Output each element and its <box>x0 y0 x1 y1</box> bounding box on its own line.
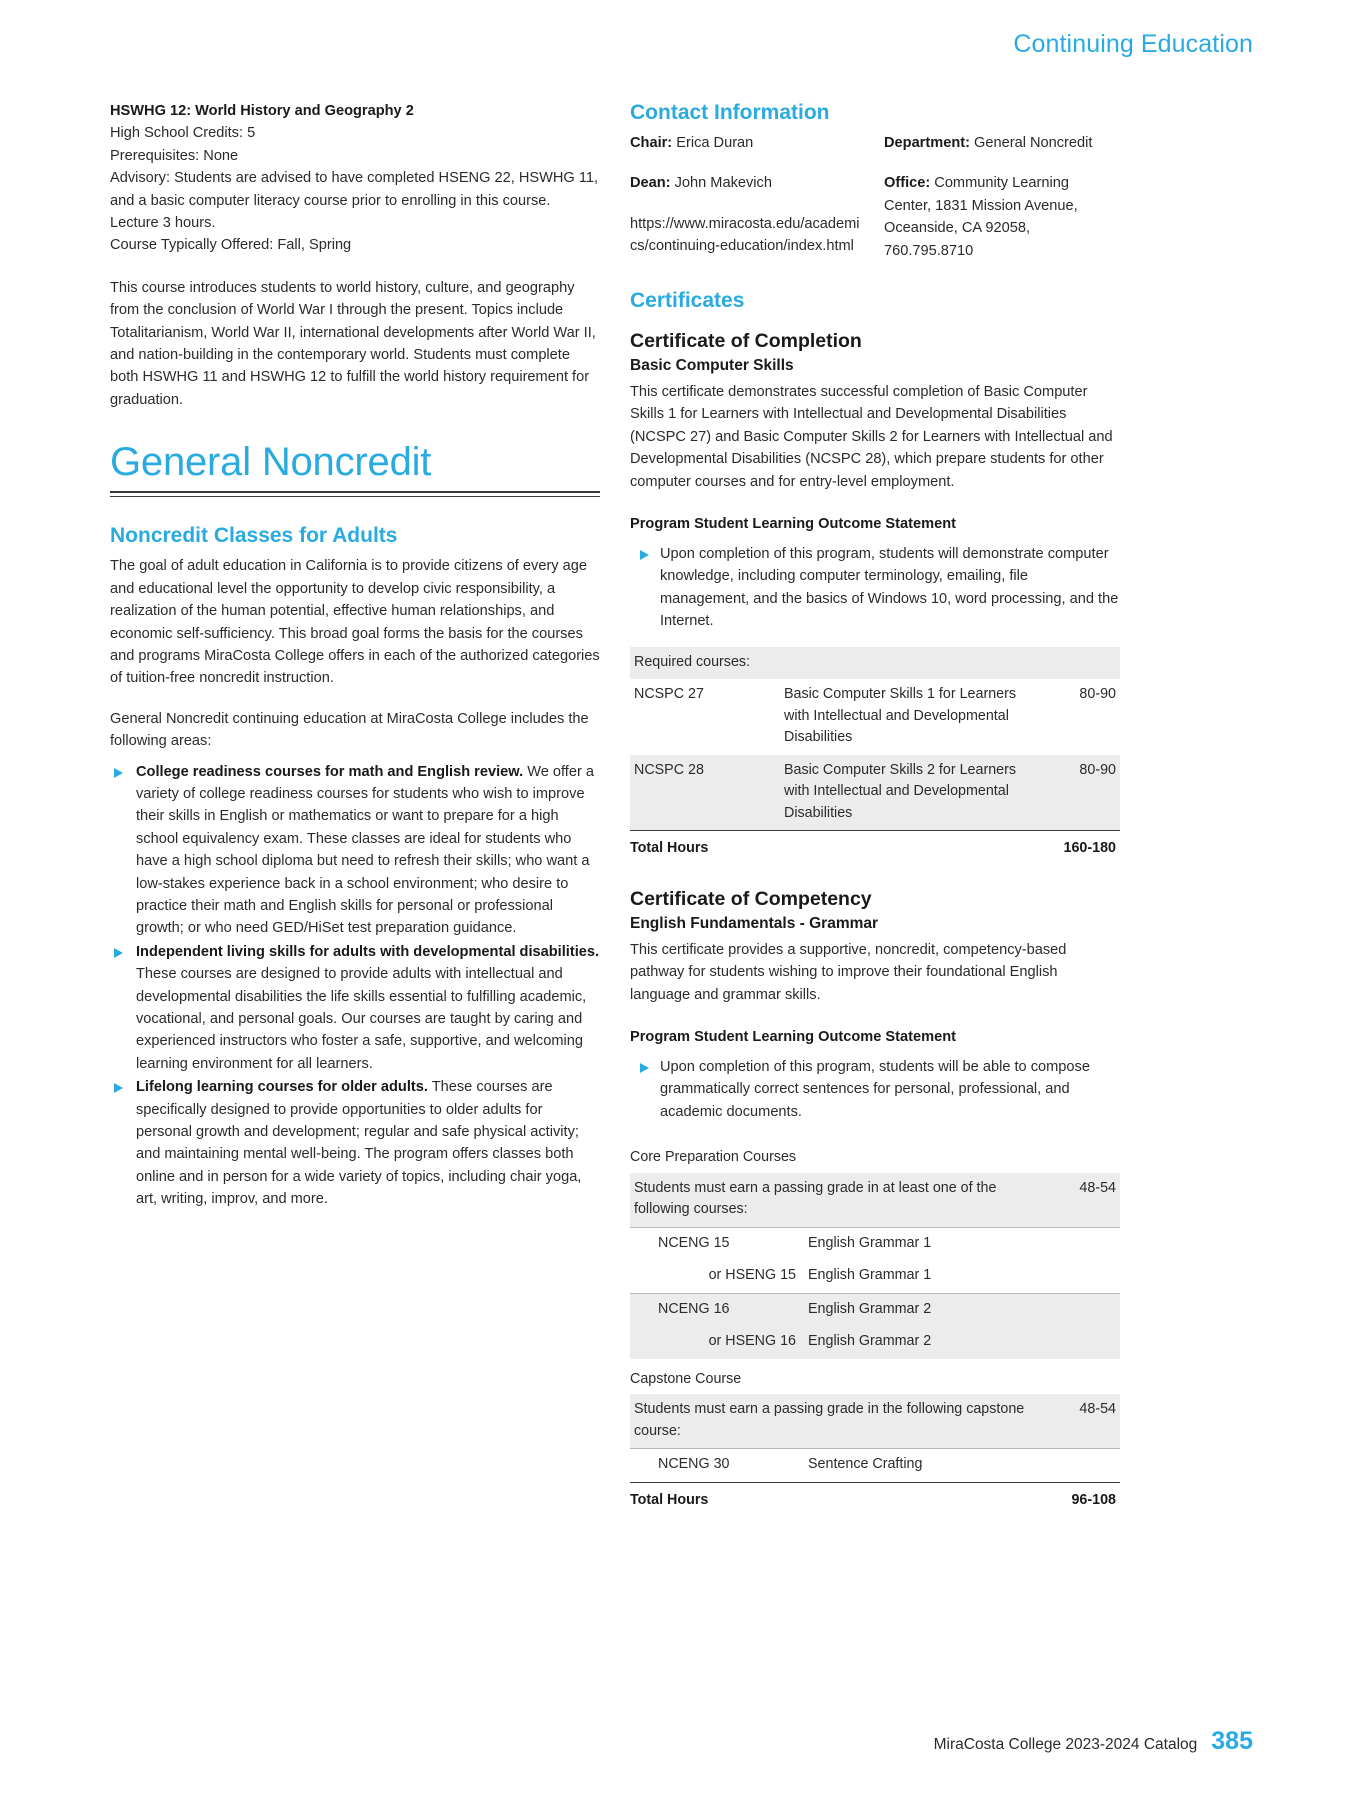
contact-website-url[interactable]: https://www.miracosta.edu/academics/continuing-education/index.html <box>630 215 860 255</box>
list-item <box>630 543 1120 633</box>
course-meta-line-4: Lecture 3 hours. <box>110 215 216 232</box>
contact-chair-value: Erica Duran <box>676 135 754 151</box>
course-title: Sentence Crafting <box>808 1449 1120 1483</box>
list-item-lead: Lifelong learning courses for older adults. <box>136 1079 428 1096</box>
contact-chair-label: Chair: <box>630 135 673 151</box>
core-preparation-note: Students must earn a passing grade in at least one of the following courses: <box>630 1173 1042 1228</box>
course-code: NCSPC 27 <box>634 686 704 703</box>
course-meta-line-1: High School Credits: 5 <box>110 125 256 142</box>
contact-office <box>884 172 1120 262</box>
right-column <box>630 100 1120 1513</box>
triangle-bullet-icon <box>114 1083 123 1093</box>
certificates-heading: Certificates <box>630 289 745 313</box>
total-hours-value: 160-180 <box>1042 831 1120 862</box>
total-hours-value: 96-108 <box>1042 1482 1120 1513</box>
list-item-body: Upon completion of this program, students will demonstrate computer knowledge, including computer terminology, emailing, file management, and the basics of Windows 10, word processing, and the Internet. <box>660 546 1119 630</box>
course-code: NCENG 30 <box>630 1449 808 1483</box>
table-row <box>630 679 1120 755</box>
certificate-1-name: Basic Computer Skills <box>630 357 794 375</box>
table-row-note <box>630 1173 1120 1228</box>
contact-dean-value: John Makevich <box>674 175 772 192</box>
course-meta-line-2: Prerequisites: None <box>110 147 239 164</box>
triangle-bullet-icon <box>114 768 123 778</box>
course-hours: 80-90 <box>1079 686 1116 703</box>
course-title: English Grammar 2 <box>808 1293 1120 1326</box>
capstone-course-label: Capstone Course <box>630 1370 742 1387</box>
certificate-2-courses-table <box>630 1137 1120 1513</box>
contact-office-value: Community Learning Center, 1831 Mission Avenue, Oceanside, CA 92058, 760.795.8710 <box>884 175 1078 259</box>
triangle-bullet-icon <box>640 550 649 560</box>
two-column-body <box>110 100 1120 1513</box>
course-code: NCENG 15 <box>630 1227 808 1260</box>
course-title: English Grammar 1 <box>808 1267 932 1284</box>
footer-catalog-name: MiraCosta College 2023-2024 Catalog <box>933 1736 1198 1753</box>
contact-information-heading: Contact Information <box>630 101 830 124</box>
certificate-1-pslo-heading: Program Student Learning Outcome Statement <box>630 516 956 533</box>
table-row <box>630 1227 1120 1260</box>
table-row-note <box>630 1394 1120 1449</box>
list-item-body: Upon completion of this program, students will be able to compose grammatically correct sentences for personal, professional, and academic documents. <box>660 1058 1090 1120</box>
certificate-2-pslo-list <box>630 1056 1120 1123</box>
certificate-of-competency-heading: Certificate of Competency <box>630 887 872 910</box>
contact-department <box>884 132 1120 154</box>
capstone-course-note: Students must earn a passing grade in the following capstone course: <box>630 1394 1042 1449</box>
course-code: NCENG 16 <box>630 1293 808 1326</box>
contact-office-label: Office: <box>884 175 931 192</box>
certificate-of-completion-heading: Certificate of Completion <box>630 330 862 353</box>
list-item-body: These courses are specifically designed to provide opportunities to older adults for personal growth and development; regular and safe physical activity; and maintaining mental well-being. The program offers classes both online and in person for a wide variety of topics, including chair yoga, art, writing, improv, and more. <box>136 1079 582 1208</box>
course-title: English Grammar 2 <box>808 1326 1120 1359</box>
contact-dean-label: Dean: <box>630 175 671 192</box>
list-item-body: We offer a variety of college readiness courses for students who wish to improve their skills in English or mathematics or want to prepare for a high school equivalency exam. These classes are ideal for students who have a high school diploma but need to refresh their skills; who want a low-stakes experience back in a school environment; who desire to practice their math and English skills for personal or professional growth; or who need GED/HiSet test preparation guidance. <box>136 763 594 937</box>
subsection-paragraph-2: General Noncredit continuing education at MiraCosta College includes the following areas: <box>110 710 589 750</box>
table-row <box>630 755 1120 831</box>
table-row <box>630 1260 1120 1293</box>
contact-dean <box>630 172 866 194</box>
table-row-label <box>630 1359 1120 1395</box>
table-row <box>630 1449 1120 1483</box>
certificate-2-description: This certificate provides a supportive, noncredit, competency-based pathway for students wishing to improve their foundational English language and grammar skills. <box>630 941 1067 1003</box>
table-row <box>630 1326 1120 1359</box>
core-preparation-hours: 48-54 <box>1042 1173 1120 1228</box>
list-item-lead: College readiness courses for math and English review. <box>136 763 524 780</box>
course-title: Basic Computer Skills 1 for Learners with Intellectual and Developmental Disabilities <box>784 686 1017 746</box>
list-item-body: These courses are designed to provide adults with intellectual and developmental disabilities the life skills essential to fulfilling academic, vocational, and personal goals. Our courses are taught by caring and experienced instructors who foster a safe, supportive, and welcoming learning environment for all learners. <box>136 966 587 1072</box>
triangle-bullet-icon <box>640 1063 649 1073</box>
page-footer <box>934 1727 1253 1756</box>
noncredit-areas-list <box>110 761 600 1211</box>
course-hours: 80-90 <box>1042 755 1120 831</box>
section-divider <box>110 491 600 497</box>
table-row <box>630 1293 1120 1326</box>
core-preparation-label: Core Preparation Courses <box>630 1149 797 1166</box>
certificate-1-description: This certificate demonstrates successful completion of Basic Computer Skills 1 for Learners with Intellectual and Developmental Disabilities (NCSPC 27) and Basic Computer Skills 2 for Learners with Intellectual and Developmental Disabilities (NCSPC 28), which prepare students for other computer courses and for entry-level employment. <box>630 384 1113 490</box>
table-row-label <box>630 1137 1120 1173</box>
certificate-1-required-courses-table <box>630 647 1120 862</box>
total-hours-label: Total Hours <box>630 831 1042 862</box>
total-hours-label: Total Hours <box>630 1482 1042 1513</box>
page-section-title: General Noncredit <box>110 440 432 485</box>
certificate-2-pslo-heading: Program Student Learning Outcome Statement <box>630 1028 956 1045</box>
course-title: HSWHG 12: World History and Geography 2 <box>110 103 414 119</box>
course-code: or HSENG 16 <box>630 1326 808 1359</box>
table-row-total <box>630 1482 1120 1513</box>
course-meta-line-5: Course Typically Offered: Fall, Spring <box>110 237 352 254</box>
subsection-title: Noncredit Classes for Adults <box>110 524 398 548</box>
contact-right-column <box>884 132 1120 262</box>
certificate-1-pslo-list <box>630 543 1120 633</box>
list-item <box>110 941 600 1075</box>
contact-information-block <box>630 132 1120 262</box>
list-item <box>110 1076 600 1210</box>
list-item-lead: Independent living skills for adults with developmental disabilities. <box>136 943 600 960</box>
required-courses-label: Required courses: <box>630 647 1120 680</box>
triangle-bullet-icon <box>114 948 123 958</box>
contact-department-label: Department: <box>884 135 970 151</box>
course-description: This course introduces students to world history, culture, and geography from the conclusion of World War I through the present. Topics include Totalitarianism, World War II, international developments after World War II, and nation-building in the contemporary world. Students must complete both HSWHG 11 and HSWHG 12 to fulfill the world history requirement for graduation. <box>110 279 596 408</box>
table-row-label <box>630 647 1120 680</box>
certificate-2-name: English Fundamentals - Grammar <box>630 914 879 932</box>
course-title: Basic Computer Skills 2 for Learners with Intellectual and Developmental Disabilities <box>784 755 1042 831</box>
course-code: or HSENG 15 <box>708 1267 796 1284</box>
list-item <box>110 761 600 940</box>
capstone-course-hours: 48-54 <box>1042 1394 1120 1449</box>
subsection-paragraph-1: The goal of adult education in California is to provide citizens of every age and educational level the opportunity to develop civic responsibility, a realization of the human potential, effective human relationships, and economic self-sufficiency. This broad goal forms the basis for the courses and programs MiraCosta College offers in each of the authorized categories of tuition-free noncredit instruction. <box>110 558 600 687</box>
table-row-total <box>630 831 1120 862</box>
contact-left-column <box>630 132 866 262</box>
contact-department-value: General Noncredit <box>974 135 1093 151</box>
course-meta-line-3: Advisory: Students are advised to have completed HSENG 22, HSWHG 11, and a basic computer literacy course prior to enrolling in this course. <box>110 170 599 209</box>
left-column <box>110 100 600 1212</box>
list-item <box>630 1056 1120 1123</box>
running-head: Continuing Education <box>1013 30 1253 58</box>
course-title: English Grammar 1 <box>808 1227 1120 1260</box>
course-code: NCSPC 28 <box>630 755 784 831</box>
page-number: 385 <box>1211 1727 1253 1755</box>
contact-chair <box>630 132 866 154</box>
